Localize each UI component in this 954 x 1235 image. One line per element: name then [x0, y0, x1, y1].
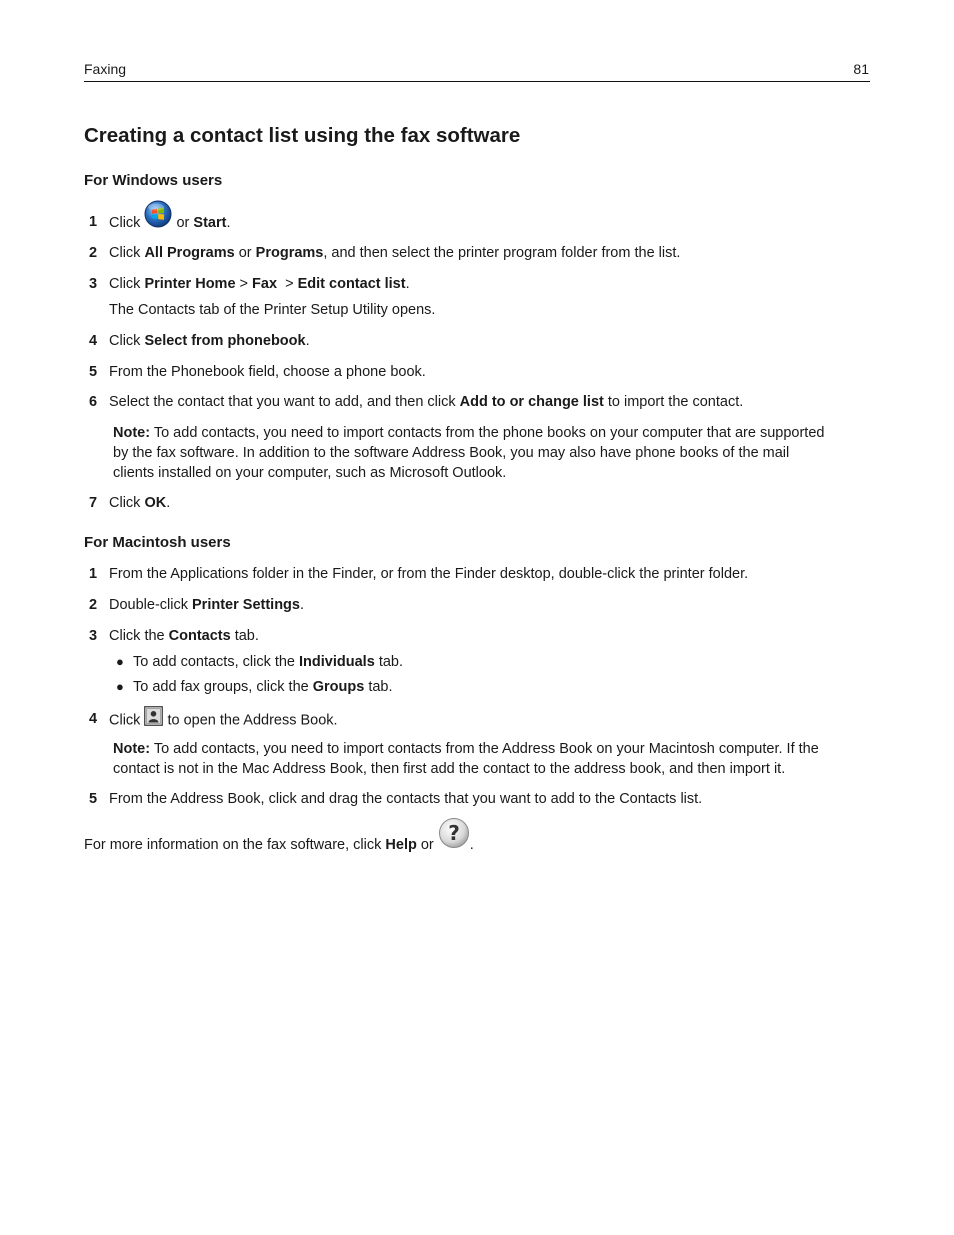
svg-text:?: ? — [447, 821, 460, 846]
step-number: 4 — [89, 711, 98, 727]
step-number: 2 — [89, 245, 98, 261]
step-number: 3 — [89, 628, 98, 644]
step-number: 1 — [89, 214, 98, 230]
help-question-icon — [438, 817, 470, 855]
step-number: 4 — [89, 333, 98, 349]
bullet-icon: ● — [116, 679, 124, 694]
header-rule — [84, 81, 870, 82]
step-number: 6 — [89, 394, 98, 410]
step-number: 7 — [89, 495, 98, 511]
note-label: Note: — [113, 741, 151, 757]
address-book-icon — [144, 706, 163, 732]
windows-note: Note: To add contacts, you need to import contacts from the phone books on your computer that are supported by the fax software. In addition to the software Address Book, you may also have phone books of the mail clients installed on your computer, such as Microsoft Outlook. — [113, 425, 825, 481]
running-header-section: Faxing — [84, 61, 127, 77]
bullet-icon: ● — [116, 654, 124, 669]
more-info-line: For more information on the fax software, click Help or ? . — [84, 835, 474, 855]
windows-heading: For Windows users — [84, 172, 223, 189]
step-number: 2 — [89, 597, 98, 613]
step-number: 1 — [89, 566, 98, 582]
step-number: 5 — [89, 791, 98, 807]
note-label: Note: — [113, 425, 151, 441]
document-page: Faxing 81 Creating a contact list using the fax software For Windows users 1 Click or Start. 2 Click All Programs or Programs, and then select the printer program folder from the list. 3 Click Printer Home > Fax > Edit contact list. The Contacts tab of the Printer Setup Utility opens. 4 Click Select from phonebook. 5 From the Phonebook field, choose a phone book. 6 Select the contact that you want to add, and then click Add to or change list to import the contact. Note: To add contacts, you need to import contacts from the phone books on your computer that are supported by the fax software. In addition to the software Address Book, you may also have phone books of the mail clients installed on your computer, such as Microsoft Outlook. 7 Click OK. For Macintosh users 1 From the Applications folder in the Finder, or from the Finder desktop, double-click the printer folder. 2 Double-click Printer Settings. 3 Click the Contacts tab. ● To add contacts, click the Individuals tab. ● To add fax groups, click the Groups tab. 4 Click to open the Address Book. Note: To add contacts, you need to import contacts from the Address Book on your Macintosh computer. If the contact is not in the Mac Address Book, then first add the contact to the address book, and then import it. 5 From the Address Book, click and drag the contacts that you want to add to the Contacts list. For more information on the fax software, click Help or ? . — [0, 0, 954, 1235]
page-number: 81 — [853, 61, 869, 77]
mac-heading: For Macintosh users — [84, 534, 231, 551]
page-title: Creating a contact list using the fax software — [84, 124, 521, 147]
windows-step-3-result: The Contacts tab of the Printer Setup Utility opens. — [109, 302, 436, 318]
mac-note: Note: To add contacts, you need to import contacts from the Address Book on your Macintosh computer. If the contact is not in the Mac Address Book, then first add the contact to the address book, and then import it. — [113, 741, 819, 777]
windows-start-orb-icon — [144, 200, 172, 234]
step-number: 3 — [89, 276, 98, 292]
step-number: 5 — [89, 364, 98, 380]
